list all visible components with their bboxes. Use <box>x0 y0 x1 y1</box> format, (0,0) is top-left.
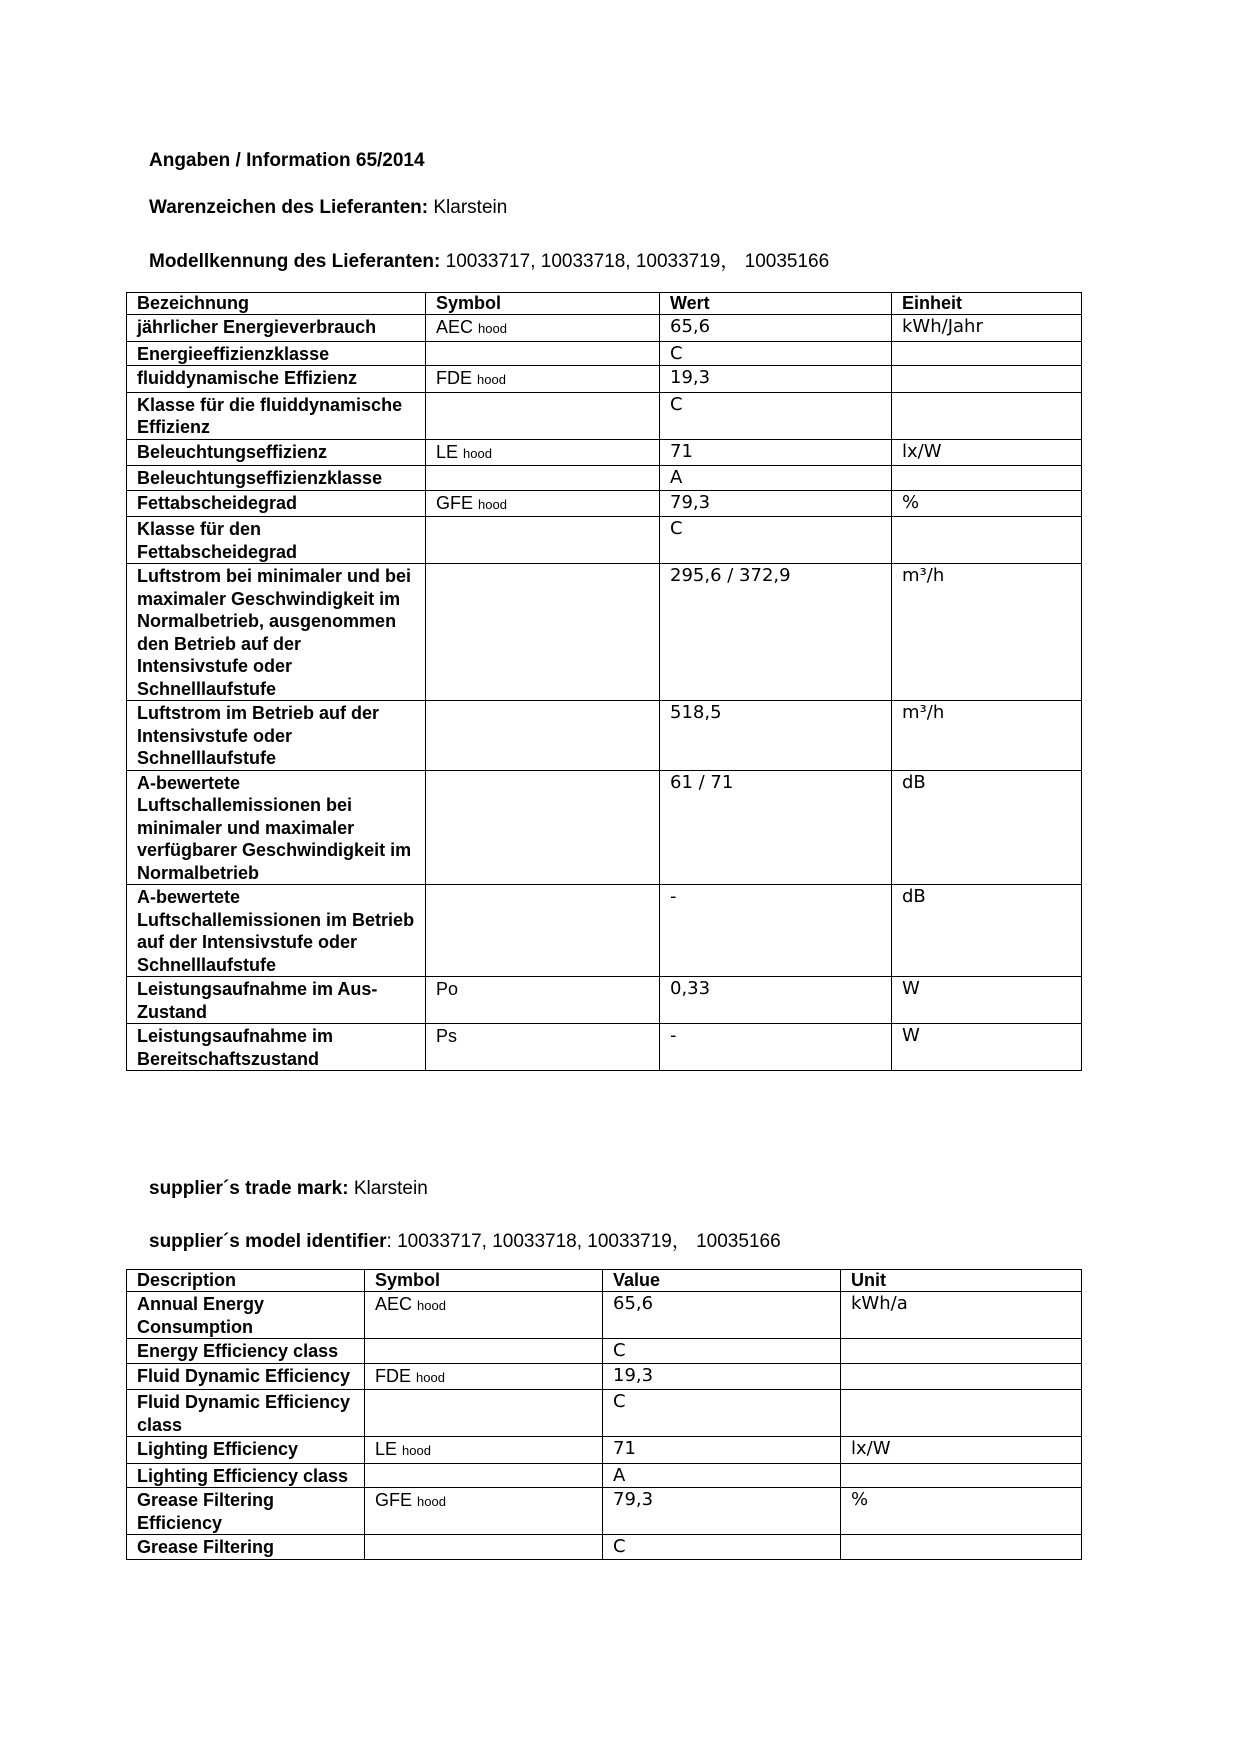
row-description: Beleuchtungseffizienzklasse <box>127 466 426 491</box>
symbol-suffix: hood <box>416 1369 445 1385</box>
trademark-line-de <box>149 197 507 219</box>
row-symbol <box>365 1292 603 1339</box>
table-row <box>127 1437 1082 1464</box>
row-unit: % <box>892 490 1082 517</box>
row-value: C <box>603 1535 841 1560</box>
row-unit: W <box>892 977 1082 1024</box>
row-unit: m³/h <box>892 701 1082 771</box>
model-label-en: supplier´s model identifier <box>149 1231 387 1252</box>
row-description: Klasse für die fluiddynamische Effizienz <box>127 392 426 439</box>
symbol-main: FDE <box>375 1365 417 1386</box>
table-row <box>127 392 1082 439</box>
row-unit <box>841 1390 1082 1437</box>
row-description: A-bewertete Luftschallemissionen im Betrieb auf der Intensivstufe oder Schnelllaufstufe <box>127 885 426 977</box>
row-value: 19,3 <box>603 1363 841 1390</box>
symbol-suffix: hood <box>463 445 492 461</box>
row-symbol <box>365 1437 603 1464</box>
row-description: Energy Efficiency class <box>127 1339 365 1364</box>
row-symbol <box>365 1535 603 1560</box>
row-value: 71 <box>660 439 892 466</box>
row-description: A-bewertete Luftschallemissionen bei minimaler und maximaler verfügbarer Geschwindigkeit im Normalbetrieb <box>127 770 426 885</box>
table-row <box>127 341 1082 366</box>
table-row <box>127 315 1082 342</box>
row-unit: dB <box>892 885 1082 977</box>
header-unit: Unit <box>841 1270 1082 1292</box>
row-value: - <box>660 885 892 977</box>
row-symbol <box>365 1463 603 1488</box>
row-description: Beleuchtungseffizienz <box>127 439 426 466</box>
table-row <box>127 770 1082 885</box>
model-value-de: 10033717, 10033718, 10033719， 10035166 <box>440 251 830 272</box>
header-symbol: Symbol <box>426 293 660 315</box>
row-unit <box>892 366 1082 393</box>
table-row <box>127 1390 1082 1437</box>
row-symbol <box>426 439 660 466</box>
symbol-suffix: hood <box>478 321 507 336</box>
trademark-value-en: Klarstein <box>348 1178 428 1199</box>
trademark-line-en <box>149 1178 428 1200</box>
symbol-suffix: hood <box>477 372 506 387</box>
row-description: Luftstrom bei minimaler und bei maximaler Geschwindigkeit im Normalbetrieb, ausgenommen den Betrieb auf der Intensivstufe oder Schnelllaufstufe <box>127 564 426 701</box>
row-description: Fluid Dynamic Efficiency class <box>127 1390 365 1437</box>
row-symbol <box>426 366 660 393</box>
model-value-en: : 10033717, 10033718, 10033719， 10035166 <box>386 1231 781 1252</box>
row-value: C <box>603 1390 841 1437</box>
symbol-main: LE <box>375 1439 403 1459</box>
row-symbol <box>426 885 660 977</box>
row-symbol: Po <box>426 977 660 1024</box>
symbol-suffix: hood <box>478 496 507 512</box>
header-value: Value <box>603 1270 841 1292</box>
row-value: 71 <box>603 1437 841 1464</box>
symbol-main: GFE <box>375 1490 418 1510</box>
row-symbol <box>365 1488 603 1535</box>
row-symbol <box>426 341 660 366</box>
row-symbol <box>426 564 660 701</box>
header-description: Bezeichnung <box>127 293 426 315</box>
symbol-suffix: hood <box>417 1298 446 1313</box>
row-value: C <box>660 341 892 366</box>
table-row <box>127 977 1082 1024</box>
symbol-suffix: hood <box>417 1494 446 1509</box>
row-description: Fettabscheidegrad <box>127 490 426 517</box>
row-description: Lighting Efficiency class <box>127 1463 365 1488</box>
row-description: fluiddynamische Effizienz <box>127 366 426 393</box>
row-unit <box>841 1463 1082 1488</box>
row-unit <box>892 466 1082 491</box>
table-row <box>127 1363 1082 1390</box>
trademark-label-de: Warenzeichen des Lieferanten: <box>149 197 429 218</box>
row-description: Lighting Efficiency <box>127 1437 365 1464</box>
table-row <box>127 701 1082 771</box>
row-description: jährlicher Energieverbrauch <box>127 315 426 342</box>
trademark-label-en: supplier´s trade mark: <box>149 1178 349 1199</box>
document-title: Angaben / Information 65/2014 <box>149 150 425 171</box>
row-symbol <box>365 1363 603 1390</box>
row-symbol: Ps <box>426 1024 660 1071</box>
row-value: 65,6 <box>660 315 892 342</box>
table-header-row <box>127 293 1082 315</box>
trademark-value-de: Klarstein <box>428 197 508 218</box>
spec-table-en <box>126 1269 1082 1560</box>
row-unit <box>841 1339 1082 1364</box>
row-value: C <box>660 392 892 439</box>
header-description: Description <box>127 1270 365 1292</box>
row-symbol <box>426 517 660 564</box>
table-row <box>127 1463 1082 1488</box>
row-value: 79,3 <box>660 490 892 517</box>
row-value: - <box>660 1024 892 1071</box>
row-unit: kWh/a <box>841 1292 1082 1339</box>
row-value: C <box>603 1339 841 1364</box>
header-unit: Einheit <box>892 293 1082 315</box>
table-row <box>127 1488 1082 1535</box>
row-value: 0,33 <box>660 977 892 1024</box>
row-description: Annual Energy Consumption <box>127 1292 365 1339</box>
spec-table-de <box>126 292 1082 1071</box>
row-unit <box>892 517 1082 564</box>
row-symbol <box>426 466 660 491</box>
row-description: Energieeffizienzklasse <box>127 341 426 366</box>
symbol-main: FDE <box>436 368 478 388</box>
row-symbol <box>426 490 660 517</box>
table-row <box>127 564 1082 701</box>
row-description: Luftstrom im Betrieb auf der Intensivstufe oder Schnelllaufstufe <box>127 701 426 771</box>
row-unit: % <box>841 1488 1082 1535</box>
row-unit: lx/W <box>892 439 1082 466</box>
symbol-main: LE <box>436 441 464 462</box>
model-label-de: Modellkennung des Lieferanten: <box>149 251 441 272</box>
table-header-row <box>127 1270 1082 1292</box>
table-row <box>127 366 1082 393</box>
row-unit: W <box>892 1024 1082 1071</box>
table-row <box>127 466 1082 491</box>
table-row <box>127 885 1082 977</box>
symbol-suffix: hood <box>402 1443 431 1458</box>
row-description: Leistungsaufnahme im Bereitschaftszustand <box>127 1024 426 1071</box>
model-line-en <box>149 1226 781 1253</box>
row-symbol <box>426 770 660 885</box>
symbol-main: AEC <box>375 1294 418 1314</box>
row-unit <box>841 1535 1082 1560</box>
row-description: Grease Filtering Efficiency <box>127 1488 365 1535</box>
row-value: 61 / 71 <box>660 770 892 885</box>
table-row <box>127 1292 1082 1339</box>
table-row <box>127 439 1082 466</box>
table-row <box>127 1535 1082 1560</box>
table-row <box>127 1024 1082 1071</box>
row-value: C <box>660 517 892 564</box>
row-description: Fluid Dynamic Efficiency <box>127 1363 365 1390</box>
row-unit: kWh/Jahr <box>892 315 1082 342</box>
model-line-de <box>149 246 829 273</box>
row-symbol <box>365 1390 603 1437</box>
row-unit: dB <box>892 770 1082 885</box>
header-symbol: Symbol <box>365 1270 603 1292</box>
row-value: 65,6 <box>603 1292 841 1339</box>
row-value: A <box>603 1463 841 1488</box>
row-symbol <box>426 392 660 439</box>
row-symbol <box>426 701 660 771</box>
row-value: 518,5 <box>660 701 892 771</box>
row-unit <box>841 1363 1082 1390</box>
row-description: Leistungsaufnahme im Aus-Zustand <box>127 977 426 1024</box>
row-description: Klasse für den Fettabscheidegrad <box>127 517 426 564</box>
table-row <box>127 1339 1082 1364</box>
row-unit <box>892 392 1082 439</box>
symbol-main: GFE <box>436 492 479 513</box>
row-value: 19,3 <box>660 366 892 393</box>
row-value: 295,6 / 372,9 <box>660 564 892 701</box>
symbol-main: AEC <box>436 317 479 337</box>
row-value: 79,3 <box>603 1488 841 1535</box>
row-value: A <box>660 466 892 491</box>
table-row <box>127 490 1082 517</box>
header-value: Wert <box>660 293 892 315</box>
row-description: Grease Filtering <box>127 1535 365 1560</box>
row-unit: m³/h <box>892 564 1082 701</box>
row-unit: lx/W <box>841 1437 1082 1464</box>
table-row <box>127 517 1082 564</box>
row-symbol <box>426 315 660 342</box>
row-unit <box>892 341 1082 366</box>
row-symbol <box>365 1339 603 1364</box>
